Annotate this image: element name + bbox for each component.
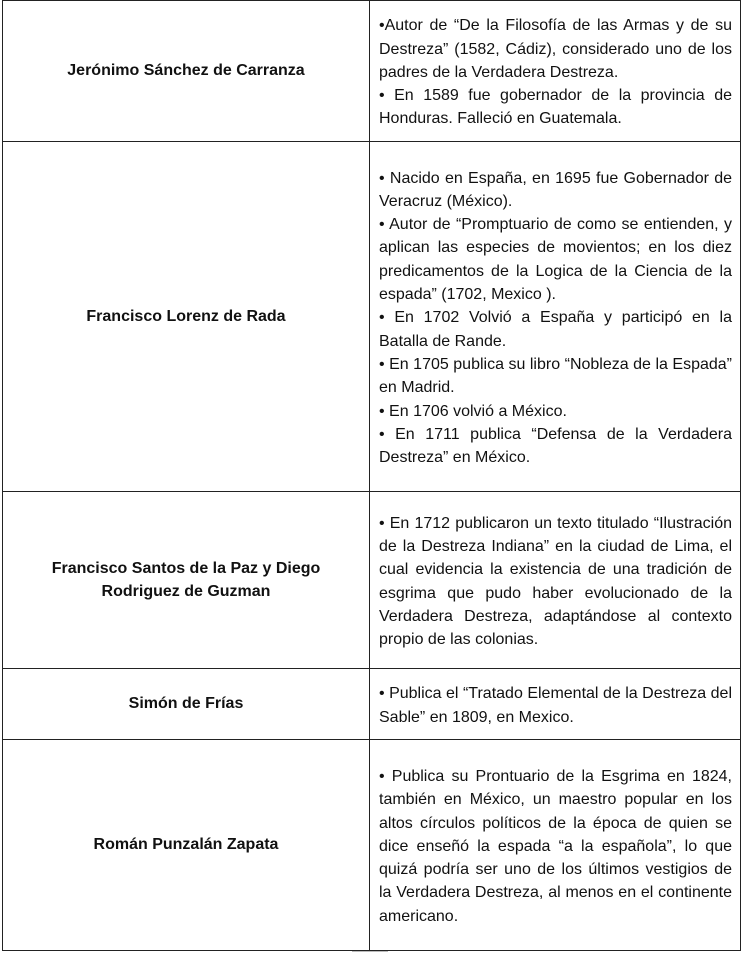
bullet-text: • Autor de “Promptuario de como se entienden, y aplican las especies de movientos; en los diez predicamentos de la Logica de la Ciencia de la espada” (1702, Mexico ). [379, 216, 732, 304]
person-name: Francisco Santos de la Paz y Diego Rodriguez de Guzman [51, 559, 321, 600]
name-cell [3, 669, 370, 740]
bullet-text: • Publica el “Tratado Elemental de la Destreza del Sable” en 1809, en Mexico. [379, 685, 732, 726]
name-cell [3, 492, 370, 669]
name-cell [3, 142, 370, 492]
bullet-text: • En 1705 publica su libro “Nobleza de la Espada” en Madrid. [379, 355, 732, 397]
description-cell [370, 1, 741, 142]
person-name: Francisco Lorenz de Rada [86, 307, 286, 325]
bullet-text: • En 1712 publicaron un texto titulado “Ilustración de la Destreza Indiana” en la ciudad de Lima, el cual evidencia la existencia de una tradición de esgrima que pudo haber evolucionado de la Verdadera Destreza, adaptándose al contexto propio de las colonias. [379, 514, 732, 649]
table-row [3, 669, 741, 740]
bullet-text: • En 1702 Volvió a España y participó en la Batalla de Rande. [379, 309, 732, 350]
bullet-text: • Publica su Prontuario de la Esgrima en 1824, también en México, un maestro popular en los altos círculos políticos de la época de quien se dice enseñó la espada “a la española”, lo que quizá podría ser uno de los últimos vestigios de la Verdadera Destreza, al menos en el continente americano. [379, 767, 732, 925]
description-cell [370, 492, 741, 669]
person-name: Simón de Frías [128, 695, 244, 713]
person-name: Román Punzalán Zapata [93, 836, 279, 854]
bullet-text: • En 1589 fue gobernador de la provincia de Honduras. Falleció en Guatemala. [379, 87, 732, 128]
description-cell [370, 142, 741, 492]
table-row [3, 1, 741, 142]
bullet-text: • En 1706 volvió a México. [379, 402, 567, 420]
page-edge-mark [352, 951, 388, 952]
table-row [3, 492, 741, 669]
table-row [3, 740, 741, 951]
bullet-text: • Nacido en España, en 1695 fue Gobernador de Veracruz (México). [379, 169, 732, 210]
table-row [3, 142, 741, 492]
bullet-text: • En 1711 publica “Defensa de la Verdadera Destreza” en México. [379, 425, 732, 467]
bullet-text: •Autor de “De la Filosofía de las Armas y de su Destreza” (1582, Cádiz), considerado uno de los padres de la Verdadera Destreza. [379, 17, 732, 81]
name-cell [3, 1, 370, 142]
description-cell [370, 740, 741, 951]
description-cell [370, 669, 741, 740]
fencing-masters-table [2, 0, 741, 951]
person-name: Jerónimo Sánchez de Carranza [67, 62, 305, 80]
name-cell [3, 740, 370, 951]
